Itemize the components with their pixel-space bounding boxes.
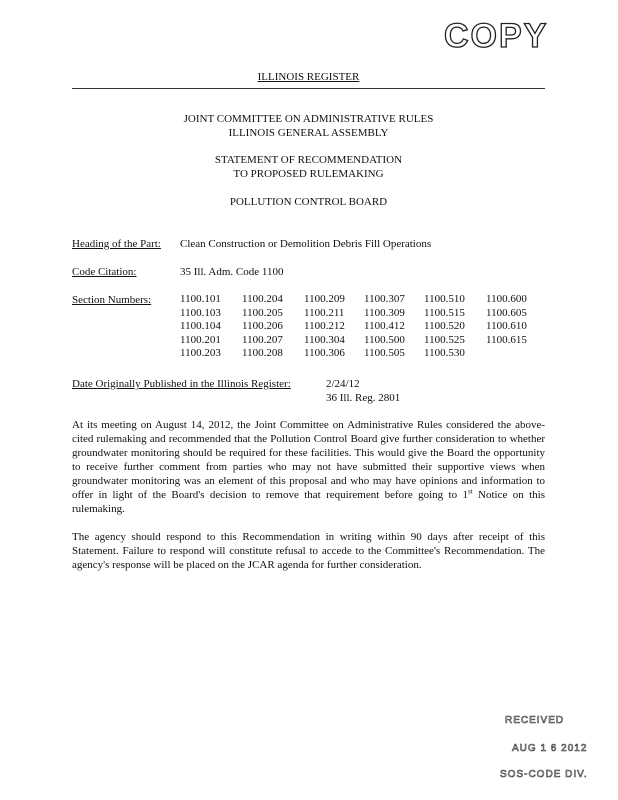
section-number: 1100.203 (180, 347, 221, 360)
copy-stamp: COPY (444, 17, 549, 55)
section-number: 1100.505 (364, 347, 405, 360)
agency-name: POLLUTION CONTROL BOARD (229, 196, 388, 208)
response-text: The agency should respond to this Recommendation in writing within 90 days after receipt of this Statement. Failure to respond will constitute refusal to accede to the Committee's Recommendation. The agency's response will be placed on the JCAR agenda for further consideration. (72, 531, 545, 571)
section-number: 1100.510 (424, 293, 465, 305)
response-paragraph (72, 530, 545, 572)
section-number: 1100.209 (304, 293, 345, 305)
section-number: 1100.101 (180, 293, 221, 305)
heading-label: Heading of the Part: (72, 238, 161, 250)
paragraph-end: Notice on this rulemaking. (72, 489, 546, 515)
section-number: 1100.201 (180, 333, 221, 346)
section-number: 1100.304 (304, 333, 345, 346)
published-label: Date Originally Published in the Illinois Register: (72, 378, 291, 390)
general-assembly: ILLINOIS GENERAL ASSEMBLY (228, 127, 389, 139)
section-numbers-grid (180, 293, 546, 361)
statement-subtitle: TO PROPOSED RULEMAKING (233, 168, 384, 180)
section-number: 1100.412 (364, 320, 405, 333)
section-number: 1100.204 (242, 293, 283, 305)
statement-heading (72, 153, 545, 181)
section-number: 1100.104 (180, 320, 221, 333)
committee-name: JOINT COMMITTEE ON ADMINISTRATIVE RULES (183, 113, 434, 125)
section-number: 1100.500 (364, 333, 405, 346)
code-citation-label: Code Citation: (72, 266, 137, 278)
committee-heading (72, 112, 545, 140)
section-number: 1100.208 (242, 347, 283, 360)
recommendation-paragraph (72, 418, 545, 516)
section-number: 1100.525 (424, 333, 465, 346)
published-citation: 36 Ill. Reg. 2801 (326, 392, 401, 404)
received-stamp-line1: RECEIVED (505, 715, 565, 726)
paragraph-main: At its meeting on August 14, 2012, the Joint Committee on Administrative Rules considered the above-cited rulemaking and recommended that the Pollution Control Board give further consideration to whether groundwater monitoring should be required for these facilities. This would give the Board the opportunity to receive further comment from parties who may not have submitted their supportive views when groundwater monitoring was an element of this proposal and who may have opinions and information to offer in light of the Board's decision to remove that requirement before going to 1 (72, 419, 545, 501)
section-number: 1100.520 (424, 320, 465, 333)
header-rule (72, 88, 545, 89)
received-stamp-division: SOS-CODE DIV. (500, 769, 588, 780)
ordinal-suffix: st (467, 487, 473, 496)
received-stamp-date: AUG 1 6 2012 (512, 743, 588, 754)
section-number: 1100.515 (424, 306, 465, 319)
section-number: 1100.309 (364, 306, 405, 319)
section-number: 1100.205 (242, 306, 283, 319)
published-date: 2/24/12 (326, 378, 360, 390)
register-title: ILLINOIS REGISTER (257, 71, 360, 83)
statement-title: STATEMENT OF RECOMMENDATION (214, 154, 403, 166)
section-number: 1100.530 (424, 347, 465, 360)
section-number: 1100.206 (242, 320, 283, 333)
section-number: 1100.615 (486, 333, 527, 346)
section-number: 1100.212 (304, 320, 345, 333)
section-number: 1100.307 (364, 293, 405, 305)
section-number: 1100.600 (486, 293, 527, 305)
section-number: 1100.610 (486, 320, 527, 333)
section-number: 1100.306 (304, 347, 345, 360)
section-number: 1100.211 (304, 306, 345, 319)
section-number: 1100.103 (180, 306, 221, 319)
section-number: 1100.605 (486, 306, 527, 319)
heading-value: Clean Construction or Demolition Debris Fill Operations (180, 238, 432, 250)
section-number: 1100.207 (242, 333, 283, 346)
section-numbers-label: Section Numbers: (72, 294, 152, 306)
code-citation-value: 35 Ill. Adm. Code 1100 (180, 266, 284, 278)
